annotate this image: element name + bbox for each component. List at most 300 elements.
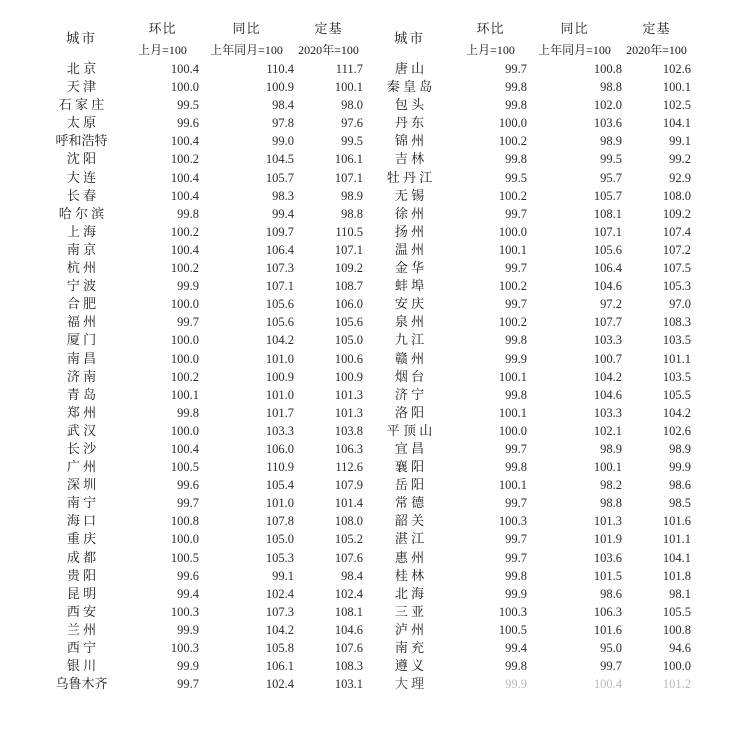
value-base-right: 104.2 [662, 405, 691, 420]
value-base-left: 101.3 [334, 405, 363, 420]
value-base-left: 106.0 [334, 297, 363, 312]
value-mom-right: 99.9 [505, 586, 527, 601]
value-mom-left: 100.0 [170, 351, 199, 366]
value-base-right: 107.4 [662, 224, 691, 239]
value-mom-left: 100.0 [170, 333, 199, 348]
value-base-left: 98.8 [341, 206, 363, 221]
value-mom-right: 99.8 [505, 659, 527, 674]
table-row [37, 549, 691, 567]
value-mom-left: 99.6 [177, 478, 199, 493]
city-name-right: 泸 州 [394, 621, 425, 637]
value-base-right: 102.6 [662, 423, 691, 438]
header-sub-mom-right: 上月=100 [466, 43, 515, 57]
city-name-left: 宁 波 [66, 278, 97, 294]
table-row [37, 60, 691, 78]
value-base-left: 107.9 [334, 478, 363, 493]
table-row [37, 440, 691, 458]
city-name-right: 包 头 [394, 97, 425, 113]
value-base-left: 100.9 [334, 369, 363, 384]
value-mom-left: 100.2 [170, 224, 199, 239]
value-yoy-right: 104.6 [593, 279, 622, 294]
price-index-table [37, 18, 691, 693]
value-base-left: 108.7 [334, 279, 363, 294]
value-yoy-right: 101.9 [593, 532, 622, 547]
table-row [37, 512, 691, 530]
city-name-right: 南 充 [394, 640, 425, 655]
value-mom-right: 99.7 [505, 62, 527, 76]
value-base-right: 100.8 [662, 622, 691, 637]
value-yoy-left: 107.3 [265, 261, 294, 276]
table-row [37, 96, 691, 114]
value-mom-right: 100.1 [498, 242, 527, 257]
value-base-right: 105.5 [662, 387, 691, 402]
value-base-right: 103.5 [662, 369, 691, 384]
value-mom-left: 99.9 [177, 659, 199, 674]
value-base-right: 101.8 [662, 568, 691, 583]
city-name-right: 襄 阳 [394, 459, 425, 475]
city-name-left: 天 津 [66, 79, 97, 95]
value-yoy-left: 99.1 [272, 568, 294, 583]
value-mom-left: 100.3 [170, 641, 199, 655]
value-yoy-left: 107.1 [265, 279, 294, 294]
city-name-left: 厦 门 [66, 332, 97, 348]
value-base-left: 110.5 [335, 224, 363, 239]
city-name-right: 湛 江 [394, 531, 425, 547]
city-name-right: 唐 山 [394, 61, 425, 76]
value-base-right: 98.9 [669, 441, 691, 456]
city-name-left: 贵 阳 [66, 567, 97, 583]
table-row [37, 259, 691, 277]
value-yoy-right: 101.5 [593, 568, 622, 583]
city-name-left: 南 昌 [66, 350, 97, 366]
value-mom-right: 99.8 [505, 80, 527, 95]
table-row [37, 657, 691, 675]
city-name-right: 秦 皇 岛 [386, 79, 433, 95]
city-name-right: 北 海 [394, 585, 425, 601]
value-mom-left: 99.8 [177, 405, 199, 420]
value-base-right: 101.1 [662, 532, 691, 547]
value-mom-right: 99.8 [505, 333, 527, 348]
header-city-left: 城市 [66, 31, 97, 46]
table-row [37, 205, 691, 223]
value-base-left: 98.9 [341, 188, 363, 203]
value-base-left: 98.4 [341, 568, 363, 583]
value-base-left: 107.6 [334, 550, 363, 565]
value-base-left: 101.3 [334, 387, 363, 402]
value-base-left: 106.3 [334, 441, 363, 456]
value-mom-left: 99.9 [177, 279, 199, 294]
value-base-left: 111.7 [335, 62, 363, 76]
value-base-left: 105.2 [334, 532, 363, 547]
city-name-right: 温 州 [394, 241, 425, 257]
city-name-left: 长 春 [66, 187, 97, 203]
value-base-right: 100.1 [662, 80, 691, 95]
value-mom-left: 100.4 [170, 62, 199, 76]
value-yoy-left: 103.3 [265, 423, 294, 438]
value-base-right: 98.6 [669, 478, 691, 493]
value-yoy-right: 98.8 [600, 80, 622, 95]
value-base-left: 99.5 [341, 134, 363, 149]
city-name-right: 桂 林 [394, 567, 425, 583]
table-row [37, 368, 691, 386]
city-name-right: 岳 阳 [394, 477, 425, 493]
value-mom-left: 99.5 [177, 98, 199, 113]
value-base-left: 103.1 [334, 677, 363, 692]
city-name-right: 安 庆 [394, 296, 425, 312]
value-mom-left: 100.1 [170, 387, 199, 402]
table-row [37, 404, 691, 422]
value-yoy-right: 103.6 [593, 550, 622, 565]
value-mom-right: 100.2 [498, 134, 527, 149]
value-mom-left: 99.9 [177, 622, 199, 637]
city-name-right: 常 德 [394, 495, 425, 511]
value-yoy-right: 99.7 [600, 659, 622, 674]
value-base-right: 94.6 [669, 641, 691, 655]
city-name-right: 牡 丹 江 [386, 169, 433, 185]
table-row [37, 187, 691, 205]
table-row [37, 603, 691, 621]
table-row [37, 114, 691, 132]
table-row [37, 458, 691, 476]
value-yoy-right: 104.2 [593, 369, 622, 384]
table-row [37, 132, 691, 150]
value-yoy-left: 105.3 [265, 550, 294, 565]
value-mom-left: 100.2 [170, 369, 199, 384]
city-name-right: 宜 昌 [394, 440, 425, 456]
value-yoy-left: 107.3 [265, 604, 294, 619]
value-base-left: 112.6 [335, 460, 363, 475]
value-yoy-right: 98.8 [600, 496, 622, 511]
value-mom-left: 99.6 [177, 116, 199, 131]
value-mom-left: 99.7 [177, 496, 199, 511]
value-mom-right: 100.2 [498, 315, 527, 330]
value-yoy-right: 98.2 [600, 478, 622, 493]
city-name-right: 徐 州 [394, 205, 425, 221]
city-name-left: 西 宁 [66, 640, 97, 655]
value-mom-left: 100.0 [170, 297, 199, 312]
value-yoy-right: 108.1 [593, 206, 622, 221]
city-name-left: 银 川 [66, 658, 97, 674]
value-base-right: 107.2 [662, 242, 691, 257]
city-name-left: 杭 州 [66, 260, 97, 276]
value-mom-right: 99.9 [505, 677, 527, 692]
value-mom-right: 99.7 [505, 261, 527, 276]
value-mom-right: 100.1 [498, 369, 527, 384]
table-row [37, 585, 691, 603]
city-name-right: 洛 阳 [394, 404, 425, 420]
value-mom-left: 100.5 [170, 550, 199, 565]
value-yoy-right: 100.4 [593, 677, 622, 692]
header-group-yoy-right: 同比 [560, 21, 589, 36]
value-mom-right: 100.2 [498, 279, 527, 294]
city-name-left: 昆 明 [66, 585, 97, 601]
value-yoy-right: 104.6 [593, 387, 622, 402]
value-yoy-left: 99.4 [272, 206, 294, 221]
value-yoy-left: 104.5 [265, 152, 294, 167]
city-name-right: 济 宁 [394, 386, 425, 402]
table-row [37, 476, 691, 494]
value-base-left: 104.6 [334, 622, 363, 637]
table-row [37, 639, 691, 657]
value-mom-left: 100.8 [170, 514, 199, 529]
city-name-left: 南 京 [66, 241, 97, 257]
table-row [37, 78, 691, 96]
city-name-right: 泉 州 [394, 314, 425, 330]
city-name-right: 吉 林 [394, 151, 425, 167]
value-base-left: 102.4 [334, 586, 363, 601]
table-row [37, 295, 691, 313]
value-base-left: 106.1 [334, 152, 363, 167]
value-yoy-left: 110.4 [266, 62, 294, 76]
value-mom-right: 99.7 [505, 532, 527, 547]
header-sub-yoy-left: 上年同月=100 [210, 43, 283, 57]
city-name-left: 乌鲁木齐 [55, 676, 108, 692]
table-row [37, 169, 691, 187]
table-row [37, 530, 691, 548]
value-base-right: 97.0 [669, 297, 691, 312]
value-mom-left: 100.0 [170, 532, 199, 547]
value-mom-left: 100.4 [170, 170, 199, 185]
value-yoy-left: 109.7 [265, 224, 294, 239]
table-row [37, 422, 691, 440]
value-mom-left: 100.4 [170, 134, 199, 149]
table-row [37, 567, 691, 585]
value-yoy-right: 101.3 [593, 514, 622, 529]
city-name-right: 惠 州 [394, 549, 425, 565]
value-yoy-right: 106.3 [593, 604, 622, 619]
value-base-right: 105.3 [662, 279, 691, 294]
center-gutter [363, 40, 365, 60]
value-yoy-right: 98.6 [600, 586, 622, 601]
value-yoy-left: 105.0 [265, 532, 294, 547]
value-yoy-left: 106.4 [265, 242, 294, 257]
header-city-right: 城市 [394, 31, 425, 46]
value-base-right: 92.9 [669, 170, 691, 185]
value-mom-left: 100.4 [170, 242, 199, 257]
value-base-left: 107.1 [334, 242, 363, 257]
value-yoy-left: 105.7 [265, 170, 294, 185]
table-row [37, 494, 691, 512]
value-mom-right: 99.8 [505, 568, 527, 583]
header-group-yoy-left: 同比 [232, 21, 261, 36]
value-yoy-right: 97.2 [600, 297, 622, 312]
value-yoy-right: 95.0 [600, 641, 622, 655]
value-yoy-left: 100.9 [265, 369, 294, 384]
city-name-right: 平 顶 山 [386, 422, 433, 438]
value-mom-left: 99.7 [177, 677, 199, 692]
value-mom-left: 100.5 [170, 460, 199, 475]
value-yoy-left: 98.4 [272, 98, 294, 113]
value-mom-right: 100.3 [498, 604, 527, 619]
value-base-left: 107.1 [334, 170, 363, 185]
value-base-right: 98.1 [669, 586, 691, 601]
value-yoy-left: 110.9 [266, 460, 294, 475]
header-row-sub [37, 40, 691, 60]
value-yoy-left: 106.0 [265, 441, 294, 456]
value-mom-right: 99.8 [505, 460, 527, 475]
value-base-left: 103.8 [334, 423, 363, 438]
value-mom-left: 99.7 [177, 315, 199, 330]
value-mom-right: 100.0 [498, 224, 527, 239]
value-base-right: 101.2 [662, 677, 691, 692]
value-yoy-left: 98.3 [272, 188, 294, 203]
value-mom-right: 99.7 [505, 297, 527, 312]
value-base-left: 101.4 [334, 496, 363, 511]
value-base-right: 98.5 [669, 496, 691, 511]
value-yoy-right: 95.7 [600, 170, 622, 185]
value-base-right: 104.1 [662, 550, 691, 565]
value-yoy-left: 101.0 [265, 387, 294, 402]
value-base-right: 100.0 [662, 659, 691, 674]
city-name-left: 武 汉 [66, 422, 97, 438]
city-name-right: 三 亚 [394, 603, 425, 619]
city-name-right: 九 江 [394, 332, 425, 348]
header-group-mom-left: 环比 [148, 21, 177, 36]
value-yoy-right: 105.6 [593, 242, 622, 257]
city-name-right: 无 锡 [394, 187, 425, 203]
value-base-left: 100.6 [334, 351, 363, 366]
value-yoy-right: 107.1 [593, 224, 622, 239]
city-name-right: 扬 州 [394, 223, 425, 239]
value-mom-right: 100.0 [498, 423, 527, 438]
table-row [37, 313, 691, 331]
value-base-right: 103.5 [662, 333, 691, 348]
value-base-right: 104.1 [662, 116, 691, 131]
value-yoy-left: 106.1 [265, 659, 294, 674]
value-base-left: 98.0 [341, 98, 363, 113]
value-mom-right: 100.2 [498, 188, 527, 203]
value-base-left: 108.1 [334, 604, 363, 619]
value-base-left: 107.6 [334, 641, 363, 655]
table-row [37, 150, 691, 168]
value-base-left: 105.6 [334, 315, 363, 330]
city-name-right: 韶 关 [394, 513, 425, 529]
table-body [37, 60, 691, 693]
city-name-left: 北 京 [66, 61, 97, 76]
city-name-left: 福 州 [66, 314, 97, 330]
city-name-left: 济 南 [66, 368, 97, 384]
city-name-left: 青 岛 [66, 386, 97, 402]
value-mom-right: 99.9 [505, 351, 527, 366]
city-name-left: 大 连 [66, 169, 97, 185]
value-yoy-left: 105.4 [265, 478, 294, 493]
value-mom-right: 100.1 [498, 405, 527, 420]
value-mom-left: 100.2 [170, 261, 199, 276]
value-mom-left: 100.2 [170, 152, 199, 167]
header-group-base-left: 定基 [314, 21, 343, 36]
value-mom-right: 99.7 [505, 550, 527, 565]
header-group-mom-right: 环比 [476, 21, 505, 36]
value-yoy-left: 105.6 [265, 297, 294, 312]
table-row [37, 223, 691, 241]
city-name-left: 广 州 [66, 459, 97, 475]
value-mom-right: 99.8 [505, 98, 527, 113]
city-name-left: 兰 州 [66, 621, 97, 637]
header-row-group [37, 18, 691, 40]
city-name-left: 呼和浩特 [55, 133, 108, 149]
city-name-right: 蚌 埠 [394, 278, 425, 294]
city-name-left: 成 都 [66, 549, 97, 565]
value-yoy-right: 100.1 [593, 460, 622, 475]
value-mom-left: 99.8 [177, 206, 199, 221]
city-name-right: 遵 义 [394, 658, 425, 674]
value-base-right: 105.5 [662, 604, 691, 619]
value-mom-right: 100.5 [498, 622, 527, 637]
value-base-left: 109.2 [334, 261, 363, 276]
value-base-left: 100.1 [334, 80, 363, 95]
value-yoy-right: 102.1 [593, 423, 622, 438]
header-group-base-right: 定基 [642, 21, 671, 36]
value-mom-left: 100.0 [170, 423, 199, 438]
value-base-left: 105.0 [334, 333, 363, 348]
value-mom-right: 99.8 [505, 152, 527, 167]
value-mom-right: 99.7 [505, 496, 527, 511]
value-base-right: 99.9 [669, 460, 691, 475]
value-base-left: 97.6 [341, 116, 363, 131]
value-base-right: 101.1 [662, 351, 691, 366]
city-name-left: 石 家 庄 [58, 97, 105, 113]
header-sub-base-right: 2020年=100 [626, 43, 687, 57]
value-yoy-right: 103.6 [593, 116, 622, 131]
table-row [37, 621, 691, 639]
table-row [37, 675, 691, 693]
value-yoy-right: 101.6 [593, 622, 622, 637]
city-name-right: 烟 台 [394, 368, 425, 384]
city-name-right: 丹 东 [394, 115, 425, 131]
table-row [37, 386, 691, 404]
city-name-left: 郑 州 [66, 404, 97, 420]
header-sub-yoy-right: 上年同月=100 [538, 43, 611, 57]
value-yoy-left: 105.6 [265, 315, 294, 330]
table-row [37, 350, 691, 368]
value-base-right: 101.6 [662, 514, 691, 529]
value-yoy-right: 100.8 [593, 62, 622, 76]
city-name-left: 深 圳 [66, 477, 97, 493]
value-yoy-right: 98.9 [600, 441, 622, 456]
value-mom-left: 100.4 [170, 441, 199, 456]
value-base-right: 99.2 [669, 152, 691, 167]
value-yoy-left: 101.0 [265, 351, 294, 366]
value-base-right: 107.5 [662, 261, 691, 276]
value-yoy-left: 104.2 [265, 622, 294, 637]
value-mom-right: 99.7 [505, 441, 527, 456]
value-yoy-right: 103.3 [593, 405, 622, 420]
city-name-left: 南 宁 [66, 495, 97, 511]
value-mom-right: 99.5 [505, 170, 527, 185]
city-name-left: 沈 阳 [66, 151, 97, 167]
value-yoy-left: 102.4 [265, 677, 294, 692]
value-yoy-left: 101.7 [265, 405, 294, 420]
city-name-left: 重 庆 [66, 531, 97, 547]
city-name-left: 太 原 [66, 115, 97, 131]
value-yoy-right: 100.7 [593, 351, 622, 366]
value-base-left: 108.3 [334, 659, 363, 674]
value-mom-right: 100.1 [498, 478, 527, 493]
value-yoy-left: 104.2 [265, 333, 294, 348]
value-mom-left: 99.4 [177, 586, 199, 601]
value-mom-left: 100.3 [170, 604, 199, 619]
value-yoy-right: 105.7 [593, 188, 622, 203]
value-mom-right: 99.7 [505, 206, 527, 221]
value-yoy-left: 102.4 [265, 586, 294, 601]
value-base-left: 108.0 [334, 514, 363, 529]
city-name-left: 长 沙 [66, 440, 97, 456]
value-mom-left: 100.0 [170, 80, 199, 95]
city-name-right: 锦 州 [394, 133, 425, 149]
value-yoy-right: 106.4 [593, 261, 622, 276]
city-name-right: 赣 州 [394, 350, 425, 366]
value-yoy-right: 102.0 [593, 98, 622, 113]
